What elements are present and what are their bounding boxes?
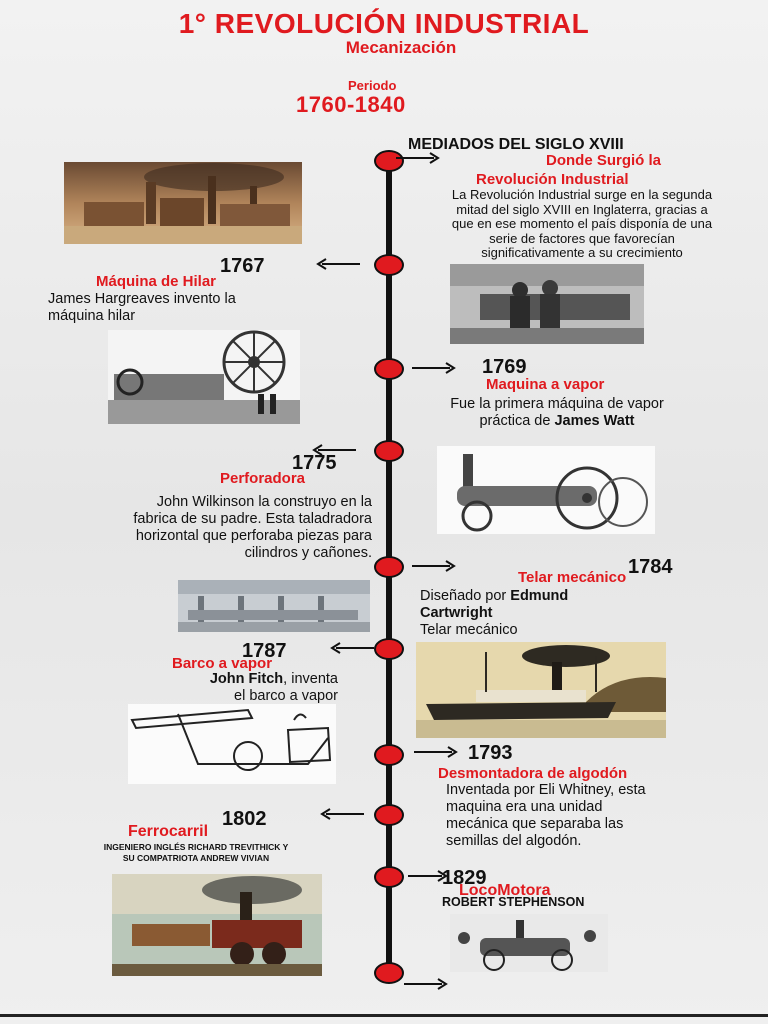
spinning-machine-image <box>108 330 300 424</box>
event-description: James Hargreaves invento la máquina hilar <box>48 291 236 324</box>
event-year: 1767 <box>220 255 265 277</box>
event-year: 1769 <box>482 356 527 378</box>
event-date: MEDIADOS DEL SIGLO XVIII <box>408 136 624 153</box>
bottom-rule <box>0 1014 768 1017</box>
event-year: 1784 <box>628 556 673 578</box>
arrow-left-icon <box>320 808 364 820</box>
timeline-dot <box>374 440 404 462</box>
event-title: Telar mecánico <box>518 569 627 586</box>
timeline-dot <box>374 638 404 660</box>
event-year: 1787 <box>242 640 287 662</box>
event-title: Ferrocarril <box>128 823 209 840</box>
event-year: 1802 <box>222 808 267 830</box>
event-title: Barco a vapor <box>172 655 273 672</box>
train-image <box>112 874 322 976</box>
event-year: 1775 <box>292 452 337 474</box>
event-description: John Fitch, inventa el barco a vapor <box>209 671 338 704</box>
event-title: LocoMotora <box>459 882 551 899</box>
event-title: Revolución Industrial <box>476 171 629 188</box>
arrow-right-icon <box>412 362 456 374</box>
arrow-right-icon <box>412 560 456 572</box>
timeline-dot <box>374 358 404 380</box>
period-label: Periodo <box>348 78 397 93</box>
event-description: Inventada por Eli Whitney, esta maquina era una unidad mecánica que separaba las semillas del algodón. <box>446 782 646 849</box>
event-description: INGENIERO INGLÉS RICHARD TREVITHICK Y SU COMPATRIOTA ANDREW VIVIAN <box>103 842 289 863</box>
drilling-workshop-image <box>178 580 370 632</box>
page-subtitle: Mecanización <box>345 38 457 57</box>
event-description: La Revolución Industrial surge en la segunda mitad del siglo XVIII en Inglaterra, gracias a que en ese momento el país disponía de una serie de factores que favorecían significativamente a su crecimiento <box>451 187 713 260</box>
timeline-dot <box>374 744 404 766</box>
event-title: Maquina a vapor <box>486 376 605 393</box>
spinning-workers-image <box>450 264 644 344</box>
event-description: Diseñado por Edmund Cartwright Telar mecánico <box>420 588 569 638</box>
cotton-gin-image <box>128 704 336 784</box>
event-description: ROBERT STEPHENSON <box>442 895 585 909</box>
event-year: 1793 <box>468 742 513 764</box>
event-year: 1829 <box>442 867 487 889</box>
steamship-image <box>416 642 666 738</box>
event-title: Donde Surgió la <box>546 152 662 169</box>
event-title: Desmontadora de algodón <box>438 765 628 782</box>
timeline-dot <box>374 556 404 578</box>
event-title: Máquina de Hilar <box>96 273 217 290</box>
factory-image <box>64 162 302 244</box>
arrow-left-icon <box>330 642 374 654</box>
locomotive-image <box>450 914 608 972</box>
arrow-right-icon <box>404 978 448 990</box>
timeline-dot <box>374 866 404 888</box>
timeline-dot <box>374 804 404 826</box>
steam-engine-image <box>437 446 655 534</box>
event-description: John Wilkinson la construyo en la fabrica de su padre. Esta taladradora horizontal que perforaba piezas para cilindros y cañones. <box>133 494 372 561</box>
event-description: Fue la primera máquina de vapor práctica de James Watt <box>450 396 664 429</box>
event-title: Perforadora <box>220 470 306 487</box>
timeline-dot <box>374 962 404 984</box>
arrow-left-icon <box>316 258 360 270</box>
page-title: 1° REVOLUCIÓN INDUSTRIAL <box>178 8 590 39</box>
arrow-right-icon <box>414 746 458 758</box>
period-years: 1760-1840 <box>296 92 406 117</box>
